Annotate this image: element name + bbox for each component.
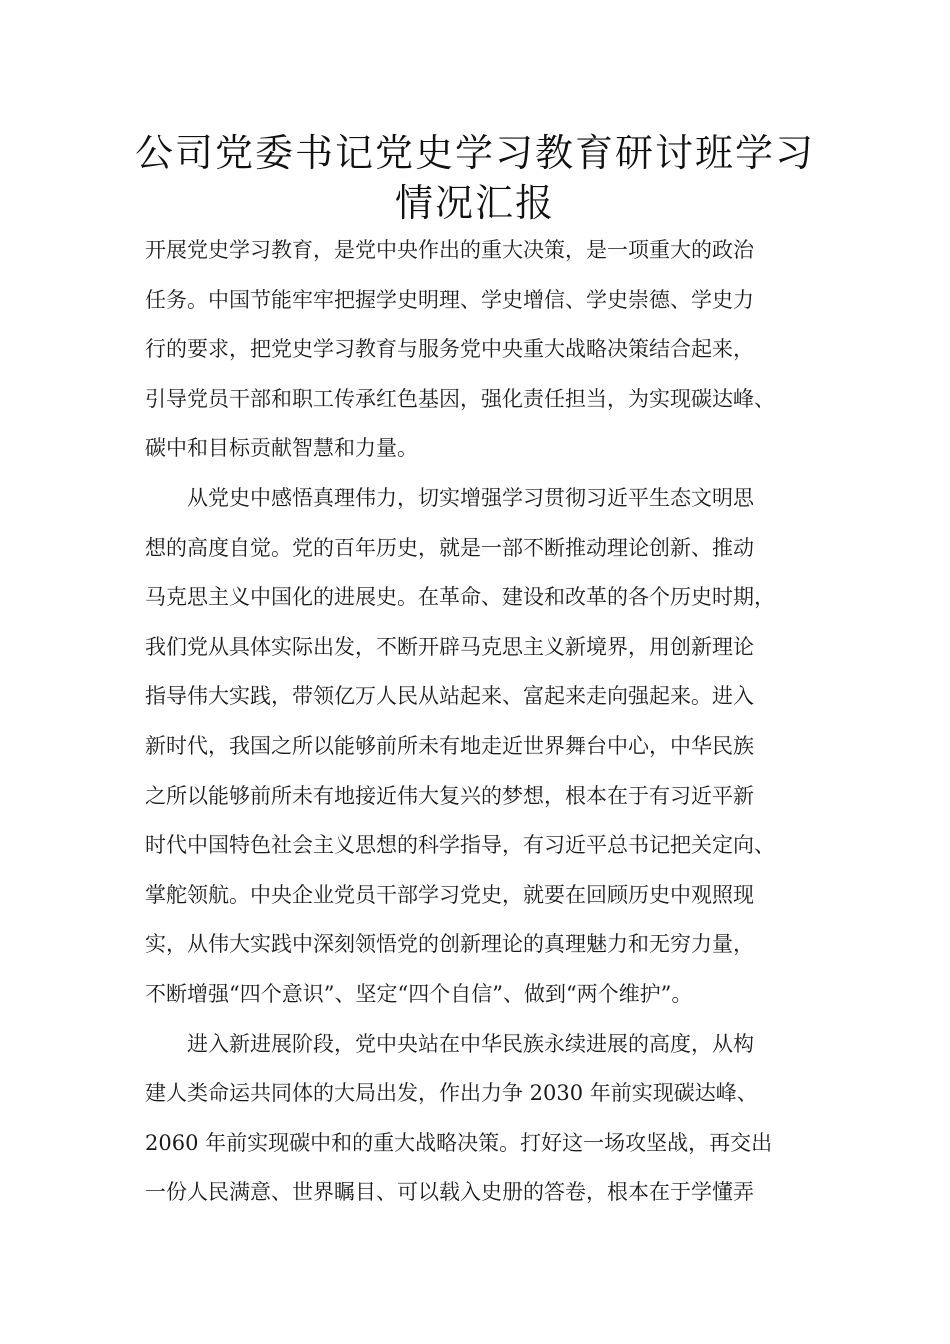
body-line: 掌舵领航。中央企业党员干部学习党史，就要在回顾历史中观照现 [145, 882, 754, 907]
body-line: 建人类命运共同体的大局出发，作出力争 2030 年前实现碳达峰、 [145, 1081, 758, 1106]
body-line: 时代中国特色社会主义思想的科学指导，有习近平总书记把关定向、 [145, 833, 775, 858]
body-line: 进入新进展阶段，党中央站在中华民族永续进展的高度，从构 [187, 1031, 754, 1056]
body-line: 我们党从具体实际出发，不断开辟马克思主义新境界，用创新理论 [145, 634, 754, 659]
body-line: 不断增强“四个意识”、坚定“四个自信”、做到“两个维护”。 [145, 981, 693, 1006]
body-line: 实，从伟大实践中深刻领悟党的创新理论的真理魅力和无穷力量， [145, 932, 754, 957]
body-line: 之所以能够前所未有地接近伟大复兴的梦想，根本在于有习近平新 [145, 783, 754, 808]
title-line: 情况汇报 [394, 181, 555, 225]
body-line: 一份人民满意、世界瞩目、可以载入史册的答卷，根本在于学懂弄 [145, 1180, 754, 1205]
body-line: 马克思主义中国化的进展史。在革命、建设和改革的各个历史时期， [145, 585, 775, 610]
document-title [90, 128, 860, 228]
body-line: 任务。中国节能牢牢把握学史明理、学史增信、学史崇德、学史力 [145, 287, 754, 312]
document-body [145, 226, 825, 1218]
body-line: 2060 年前实现碳中和的重大战略决策。打好这一场攻坚战，再交出 [145, 1130, 773, 1155]
body-line: 从党史中感悟真理伟力，切实增强学习贯彻习近平生态文明思 [187, 485, 754, 510]
body-line: 行的要求，把党史学习教育与服务党中央重大战略决策结合起来， [145, 337, 754, 362]
body-line: 想的高度自觉。党的百年历史，就是一部不断推动理论创新、推动 [145, 535, 754, 560]
body-line: 碳中和目标贡献智慧和力量。 [145, 436, 418, 461]
body-line: 指导伟大实践，带领亿万人民从站起来、富起来走向强起来。进入 [145, 684, 754, 709]
body-line: 引导党员干部和职工传承红色基因，强化责任担当，为实现碳达峰、 [145, 386, 775, 411]
body-line: 开展党史学习教育，是党中央作出的重大决策，是一项重大的政治 [145, 238, 754, 262]
body-line: 新时代，我国之所以能够前所未有地走近世界舞台中心，中华民族 [145, 733, 754, 758]
title-line: 公司党委书记党史学习教育研讨班学习 [134, 131, 815, 175]
